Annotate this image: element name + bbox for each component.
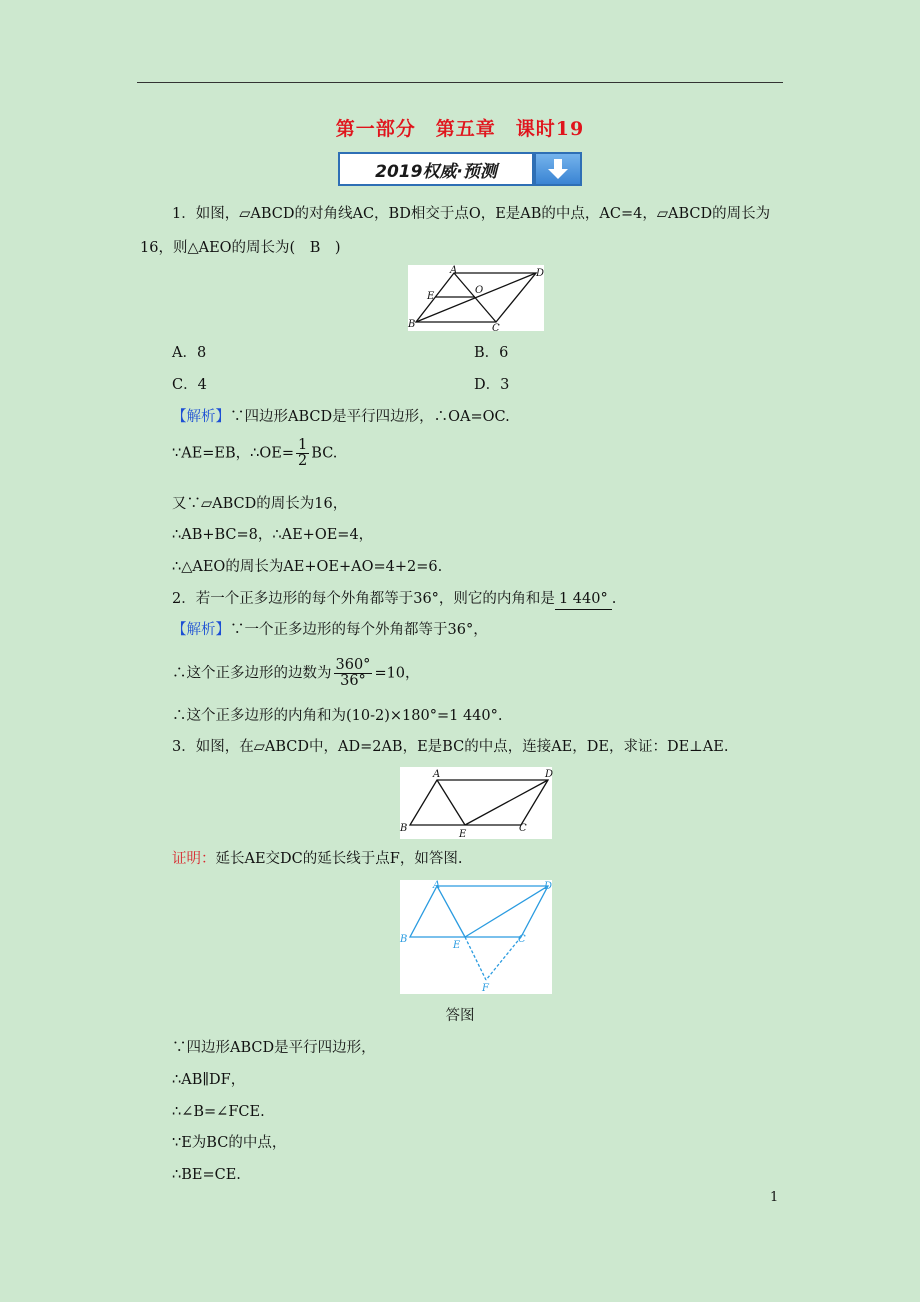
- figure-answer: [400, 880, 552, 994]
- fig3-label-e: E: [453, 940, 461, 951]
- header-rule: [137, 82, 783, 83]
- fig3-label-c: C: [518, 934, 526, 945]
- fig1-label-o: O: [475, 285, 484, 296]
- fraction-numerator: 360°: [335, 657, 371, 673]
- q3-proof-line1: [172, 849, 462, 869]
- q2-sol1: ∵一个正多边形的每个外角都等于36°，: [230, 622, 488, 638]
- q1-option-c: C．4: [172, 377, 207, 393]
- q2-solution-line3: ∴这个正多边形的内角和为(10-2)×180°=1 440°.: [172, 708, 503, 724]
- q2-answer-blank: 1 440°: [555, 589, 612, 610]
- q3-step-5: ∴BE=CE.: [172, 1167, 241, 1183]
- page-title: 第一部分 第五章 课时19: [335, 118, 585, 140]
- fig1-label-e: E: [427, 291, 435, 302]
- fig3-label-f: F: [482, 983, 489, 994]
- q1-option-a: A．8: [172, 345, 207, 361]
- q2-sol2-post: =10，: [374, 665, 420, 682]
- forecast-banner: [338, 152, 582, 186]
- q1-sol2-post: BC.: [311, 445, 338, 462]
- fig1-label-a: A: [450, 265, 458, 276]
- q3-step-3: ∴∠B=∠FCE.: [172, 1104, 265, 1120]
- q3-step-4: ∵E为BC的中点，: [172, 1135, 287, 1151]
- q1-option-b: B．6: [474, 345, 509, 361]
- page-number: 1: [770, 1190, 779, 1205]
- q2-stem: [172, 589, 616, 610]
- q2-solution-line2: [172, 658, 420, 689]
- q1-solution-line2: [172, 438, 337, 469]
- q1-solution-line5: ∴△AEO的周长为AE+OE+AO=4+2=6.: [172, 559, 443, 575]
- q1-stem-line2: 16，则△AEO的周长为( B ): [140, 240, 341, 256]
- q1-sol1: ∵四边形ABCD是平行四边形，∴OA=OC.: [230, 409, 510, 425]
- q2-stem-pre: 2．若一个正多边形的每个外角都等于36°，则它的内角和是: [172, 591, 555, 607]
- q3-proof1: 延长AE交DC的延长线于点F，如答图.: [215, 851, 463, 867]
- q3-stem: 3．如图，在▱ABCD中，AD=2AB，E是BC的中点，连接AE，DE，求证：DE⊥AE.: [172, 739, 729, 755]
- q3-proof-tag: 证明：: [172, 851, 216, 867]
- fig1-label-b: B: [408, 319, 416, 330]
- fig2-label-d: D: [545, 769, 554, 780]
- figure-q1: [408, 265, 545, 334]
- fig3-label-d: D: [544, 881, 553, 892]
- q1-solution-line3: 又∵▱ABCD的周长为16，: [172, 496, 348, 512]
- fig1-label-d: D: [536, 268, 545, 279]
- q2-stem-post: .: [611, 591, 617, 607]
- q2-sol2-pre: ∴这个正多边形的边数为: [172, 665, 332, 682]
- q2-solution-line1: [172, 620, 488, 640]
- banner-label: 2019权威·预测: [338, 152, 534, 186]
- q1-solution-line1: [172, 407, 510, 427]
- fig1-label-c: C: [492, 323, 500, 334]
- fig2-label-b: B: [400, 823, 408, 834]
- q2-solution-tag: 【解析】: [172, 622, 230, 638]
- fraction-denominator: 2: [298, 453, 308, 469]
- q3-step-2: ∴AB∥DF，: [172, 1072, 246, 1088]
- q1-option-d: D．3: [474, 377, 510, 393]
- q1-sol2-pre: ∵AE=EB，∴OE=: [172, 445, 295, 462]
- arrow-down-icon: [534, 152, 582, 186]
- q1-solution-line4: ∴AB+BC=8，∴AE+OE=4，: [172, 527, 374, 543]
- fig2-label-c: C: [519, 823, 527, 834]
- fraction-numerator: 1: [298, 437, 308, 453]
- q3-step-1: ∵四边形ABCD是平行四边形，: [172, 1040, 376, 1056]
- fig3-label-a: A: [433, 880, 441, 891]
- fig2-label-a: A: [433, 769, 441, 780]
- fig2-label-e: E: [459, 829, 467, 840]
- fraction-half: [296, 438, 309, 469]
- figure-caption: 答图: [445, 1008, 475, 1024]
- fraction-sides: [334, 658, 373, 689]
- q1-solution-tag: 【解析】: [172, 409, 230, 425]
- fig3-label-b: B: [400, 934, 408, 945]
- fraction-denominator: 36°: [340, 673, 366, 689]
- q1-stem-line1: 1．如图，▱ABCD的对角线AC，BD相交于点O，E是AB的中点，AC=4，▱ABCD的周长为: [172, 206, 771, 222]
- figure-q3: [400, 767, 552, 839]
